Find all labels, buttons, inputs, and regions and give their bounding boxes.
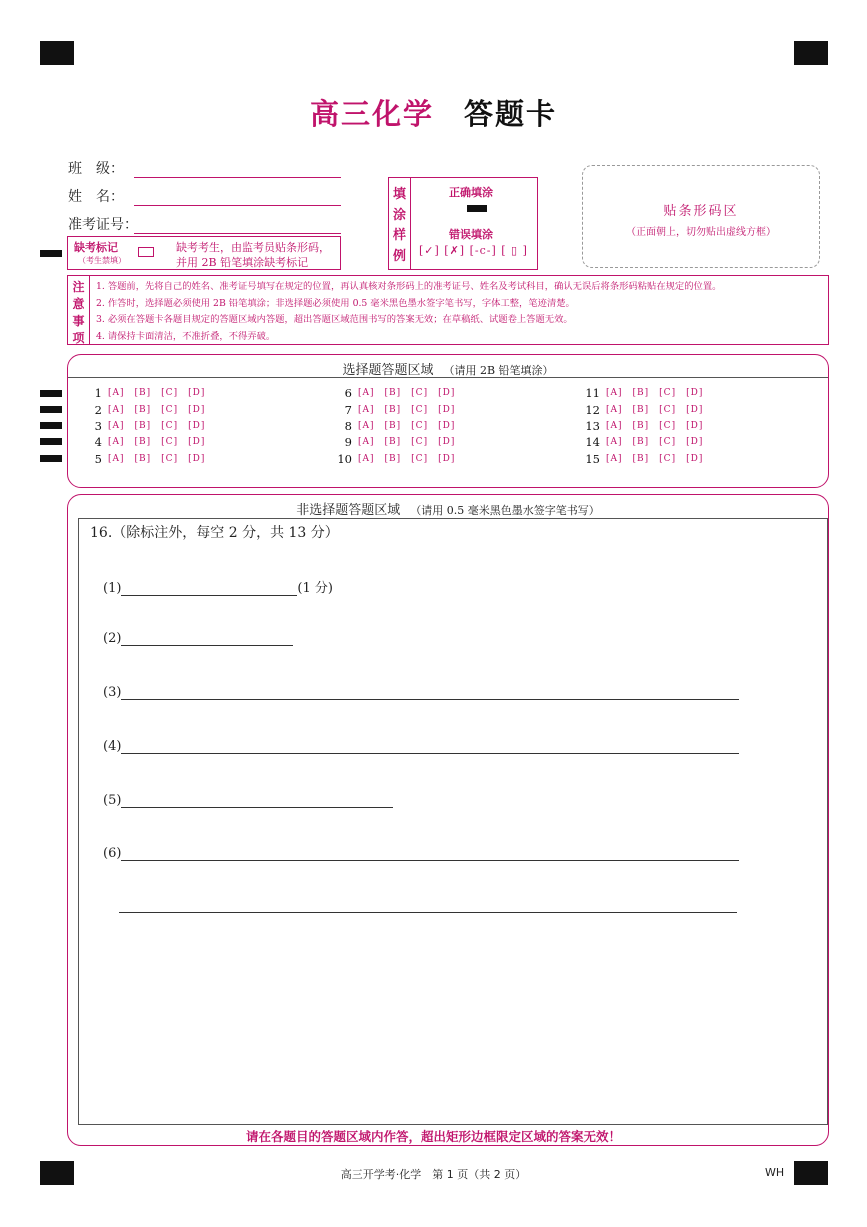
note-item: 4. 请保持卡面清洁，不准折叠，不得弄破。	[96, 330, 276, 342]
absent-checkbox[interactable]	[138, 247, 154, 257]
blank-4[interactable]: (4)	[103, 739, 739, 754]
choice-row: 14 [A] [B] [C] [D]	[585, 435, 704, 450]
class-line[interactable]	[134, 162, 341, 178]
blank-6[interactable]: (6)	[103, 846, 739, 861]
blank-2[interactable]: (2)	[103, 631, 293, 646]
nonchoice-section-title: 非选择题答题区域 （请用 0.5 毫米黑色墨水签字笔书写）	[296, 503, 600, 518]
note-item: 1. 答题前，先将自己的姓名、准考证号填写在规定的位置，再认真核对条形码上的准考证号、姓名及考试科目，确认无误后将条形码粘贴在规定的位置。	[96, 281, 722, 292]
choice-row: 12 [A] [B] [C] [D]	[585, 402, 704, 417]
corner-mark-top-right	[794, 41, 828, 65]
name-label: 姓 名：	[68, 189, 124, 205]
timing-mark	[40, 438, 62, 445]
blank-5-line[interactable]	[121, 794, 393, 808]
boundary-warning: 请在各题目的答题区域内作答，超出矩形边框限定区域的答案无效！	[245, 1129, 621, 1144]
name-line[interactable]	[134, 190, 341, 206]
notes-vertical-label: 注 意 事 项	[68, 276, 90, 344]
correct-fill-mark	[467, 205, 487, 212]
question-16-title: 16.（除标注外，每空 2 分，共 13 分）	[90, 525, 339, 541]
blank-2-line[interactable]	[121, 632, 293, 646]
timing-mark	[40, 390, 62, 397]
answer-box	[78, 518, 828, 1125]
choice-row: 5 [A] [B] [C] [D]	[94, 451, 206, 466]
fill-sample-box	[388, 177, 538, 270]
choice-section-title: 选择题答题区域 （请用 2B 铅笔填涂）	[342, 363, 554, 378]
title-subject: 高三化学	[309, 97, 434, 131]
choice-row: 1 [A] [B] [C] [D]	[94, 386, 206, 401]
absent-text-2: 并用 2B 铅笔填涂缺考标记	[176, 256, 309, 269]
choice-row: 6 [A] [B] [C] [D]	[344, 386, 456, 401]
timing-mark	[40, 406, 62, 413]
title-card: 答题卡	[464, 97, 558, 131]
page-footer: 高三开学考·化学 第 1 页（共 2 页）	[340, 1168, 527, 1181]
blank-1-line[interactable]	[121, 582, 297, 596]
choice-row: 2 [A] [B] [C] [D]	[94, 402, 206, 417]
blank-6-line[interactable]	[121, 847, 739, 861]
note-item: 3. 必须在答题卡各题目规定的答题区域内答题，超出答题区域范围书写的答案无效；在草稿纸、试题卷上答题无效。	[96, 314, 573, 326]
barcode-area	[582, 165, 820, 268]
note-item: 2. 作答时，选择题必须使用 2B 铅笔填涂；非选择题必须使用 0.5 毫米黑色墨水签字笔书写，字体工整，笔迹清楚。	[96, 297, 575, 309]
blank-4-line[interactable]	[121, 740, 739, 754]
wrong-fill-examples: [✓] [✗] [-c-] [ ▯ ]	[419, 244, 528, 257]
blank-3[interactable]: (3)	[103, 685, 739, 700]
choice-row: 11 [A] [B] [C] [D]	[585, 386, 704, 401]
class-label: 班 级：	[68, 161, 124, 177]
choice-row: 13 [A] [B] [C] [D]	[585, 418, 704, 433]
corner-mark-top-left	[40, 41, 74, 65]
class-field[interactable]	[68, 158, 341, 178]
blank-3-line[interactable]	[121, 686, 739, 700]
sample-vertical-label: 填 涂 样 例	[389, 178, 411, 269]
choice-row: 9 [A] [B] [C] [D]	[344, 435, 456, 450]
notes-box	[67, 275, 829, 345]
absent-mark-box	[67, 236, 341, 270]
barcode-subtitle: （正面朝上，切勿贴出虚线方框）	[626, 227, 776, 238]
choice-row: 4 [A] [B] [C] [D]	[94, 435, 206, 450]
choice-column-3	[582, 385, 713, 467]
correct-fill-label: 正确填涂	[449, 186, 493, 199]
choice-row: 7 [A] [B] [C] [D]	[344, 402, 456, 417]
choice-row: 3 [A] [B] [C] [D]	[94, 418, 206, 433]
choice-column-2	[334, 385, 465, 467]
choice-row: 10 [A] [B] [C] [D]	[337, 451, 456, 466]
timing-mark	[40, 422, 62, 429]
exam-number-line[interactable]	[134, 218, 341, 234]
region-code: WH	[765, 1166, 785, 1179]
choice-row: 15 [A] [B] [C] [D]	[585, 451, 704, 466]
absent-sublabel: （考生禁填）	[78, 256, 126, 265]
absent-label: 缺考标记	[74, 241, 118, 254]
timing-mark	[40, 455, 62, 462]
name-field[interactable]	[68, 186, 341, 206]
exam-number-field[interactable]	[68, 214, 341, 234]
barcode-title: 贴条形码区	[663, 204, 739, 219]
exam-number-label: 准考证号：	[68, 217, 138, 233]
choice-column-1	[84, 385, 215, 467]
blank-1[interactable]: (1) (1 分)	[103, 581, 333, 596]
choice-title-rule	[68, 377, 828, 378]
blank-5[interactable]: (5)	[103, 793, 393, 808]
choice-row: 8 [A] [B] [C] [D]	[344, 418, 456, 433]
wrong-fill-label: 错误填涂	[449, 228, 493, 241]
page-title	[0, 92, 867, 133]
absent-text-1: 缺考考生，由监考员贴条形码，	[176, 241, 330, 254]
timing-mark	[40, 250, 62, 257]
blank-6-continuation-line[interactable]	[119, 912, 737, 913]
